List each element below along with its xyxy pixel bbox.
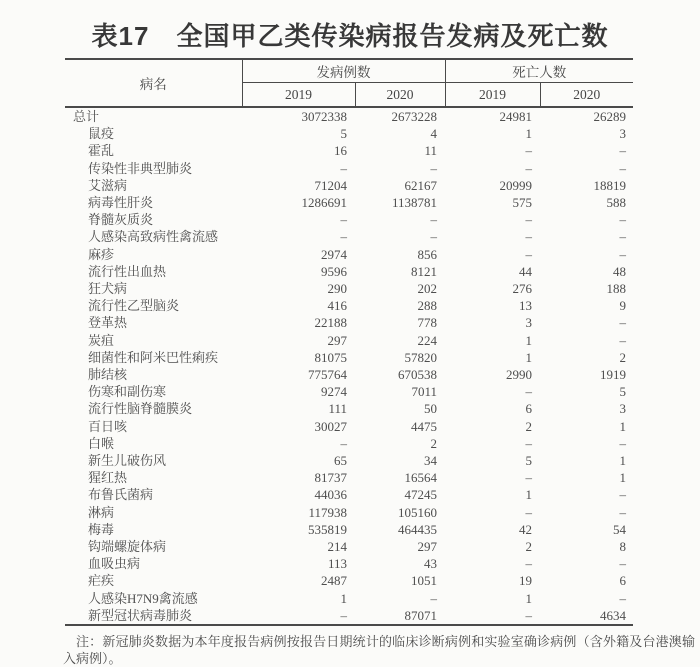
cell-value: 44036 <box>314 487 347 503</box>
table-row <box>65 572 633 589</box>
disease-table-body <box>65 107 633 625</box>
disease-table <box>65 58 633 626</box>
cell-disease-name: 百日咳 <box>88 418 128 434</box>
cell-value: 16 <box>334 143 347 159</box>
table-row <box>65 469 633 486</box>
column-header-year-cases-2019: 2019 <box>242 83 355 108</box>
cell-value: 5 <box>619 384 626 400</box>
header-group-row <box>65 59 633 83</box>
cell-value: – <box>525 246 532 262</box>
cell-value: 4475 <box>411 418 437 434</box>
cell-value: – <box>619 212 626 228</box>
cell-value: 65 <box>334 453 347 469</box>
table-row <box>65 555 633 572</box>
table-row <box>65 400 633 417</box>
cell-value: 8 <box>619 539 626 555</box>
cell-value: 1 <box>525 126 532 142</box>
cell-value: 214 <box>327 539 347 555</box>
table-row <box>65 521 633 538</box>
cell-value: 22188 <box>314 315 347 331</box>
cell-value: – <box>525 143 532 159</box>
cell-value: 3 <box>525 315 532 331</box>
cell-disease-name: 登革热 <box>88 315 128 331</box>
cell-disease-name: 肺结核 <box>88 367 128 383</box>
cell-value: – <box>619 229 626 245</box>
cell-value: 856 <box>417 246 437 262</box>
cell-value: – <box>525 435 532 451</box>
cell-value: 1 <box>619 418 626 434</box>
cell-value: 2974 <box>321 246 347 262</box>
table-row <box>65 607 633 625</box>
cell-value: 290 <box>327 281 347 297</box>
cell-value: 34 <box>424 453 437 469</box>
cell-value: 1286691 <box>301 195 347 211</box>
column-header-cases-group: 发病例数 <box>242 59 445 83</box>
cell-value: – <box>525 607 532 623</box>
table-row <box>65 194 633 211</box>
cell-value: 20999 <box>499 177 532 193</box>
cell-value: 8121 <box>411 263 437 279</box>
cell-value: 1 <box>525 590 532 606</box>
cell-disease-name: 新型冠状病毒肺炎 <box>88 607 193 623</box>
cell-value: 202 <box>417 281 437 297</box>
cell-value: 588 <box>606 195 626 211</box>
cell-value: 1 <box>525 332 532 348</box>
cell-value: 2487 <box>321 573 347 589</box>
table-row <box>65 435 633 452</box>
footnote: 注：新冠肺炎数据为本年度报告病例按报告日期统计的临床诊断病例和实验室确诊病例（含外籍及台港澳输入病例）。 <box>63 634 695 666</box>
cell-value: 18819 <box>593 177 626 193</box>
cell-value: 71204 <box>314 177 347 193</box>
cell-value: 81737 <box>314 470 347 486</box>
cell-value: 87071 <box>404 607 437 623</box>
cell-value: – <box>619 504 626 520</box>
cell-value: 11 <box>424 143 437 159</box>
table-row <box>65 263 633 280</box>
cell-disease-name: 流行性乙型脑炎 <box>88 298 180 314</box>
cell-value: 1 <box>619 453 626 469</box>
cell-value: – <box>619 246 626 262</box>
cell-value: – <box>340 212 347 228</box>
cell-disease-name: 炭疽 <box>88 332 115 348</box>
cell-value: 44 <box>519 263 532 279</box>
cell-value: – <box>619 315 626 331</box>
cell-value: – <box>619 556 626 572</box>
cell-value: – <box>619 435 626 451</box>
cell-value: 6 <box>525 401 532 417</box>
cell-value: 288 <box>417 298 437 314</box>
table-row <box>65 228 633 245</box>
cell-disease-name: 血吸虫病 <box>88 556 141 572</box>
cell-value: 2673228 <box>391 109 437 124</box>
table-row <box>65 383 633 400</box>
cell-value: 3072338 <box>301 109 347 124</box>
cell-value: 575 <box>512 195 532 211</box>
cell-value: 2990 <box>506 367 532 383</box>
table-row <box>65 211 633 228</box>
table-row <box>65 452 633 469</box>
cell-value: 9596 <box>321 263 347 279</box>
cell-value: 16564 <box>404 470 437 486</box>
table-row <box>65 125 633 142</box>
cell-value: 188 <box>606 281 626 297</box>
cell-value: 1 <box>619 470 626 486</box>
cell-value: 1 <box>525 487 532 503</box>
cell-value: – <box>619 332 626 348</box>
cell-value: – <box>525 470 532 486</box>
cell-value: 19 <box>519 573 532 589</box>
cell-value: – <box>430 160 437 176</box>
cell-value: 3 <box>619 126 626 142</box>
cell-value: 24981 <box>499 109 532 124</box>
cell-disease-name: 狂犬病 <box>88 281 128 297</box>
cell-value: 30027 <box>314 418 347 434</box>
cell-disease-name: 猩红热 <box>88 470 128 486</box>
cell-value: 535819 <box>308 521 347 537</box>
cell-value: 81075 <box>314 349 347 365</box>
table-row <box>65 590 633 607</box>
cell-value: – <box>430 229 437 245</box>
cell-disease-name: 白喉 <box>88 435 115 451</box>
cell-value: – <box>619 590 626 606</box>
cell-value: 416 <box>327 298 347 314</box>
table-row <box>65 314 633 331</box>
cell-value: – <box>430 212 437 228</box>
table-row <box>65 160 633 177</box>
cell-value: 1051 <box>411 573 437 589</box>
cell-value: 13 <box>519 298 532 314</box>
cell-disease-name: 细菌性和阿米巴性痢疾 <box>88 349 219 365</box>
cell-value: 5 <box>340 126 347 142</box>
table-row <box>65 297 633 314</box>
cell-disease-name: 淋病 <box>88 504 115 520</box>
cell-value: 2 <box>430 435 437 451</box>
cell-value: 2 <box>525 418 532 434</box>
cell-disease-name: 钩端螺旋体病 <box>88 539 167 555</box>
cell-disease-name: 人感染高致病性禽流感 <box>88 229 219 245</box>
cell-value: 111 <box>328 401 347 417</box>
cell-value: – <box>340 607 347 623</box>
cell-value: – <box>619 160 626 176</box>
table-row <box>65 280 633 297</box>
cell-value: – <box>340 229 347 245</box>
cell-value: 54 <box>613 521 626 537</box>
cell-disease-name: 艾滋病 <box>88 177 128 193</box>
table-row <box>65 177 633 194</box>
table-header <box>65 59 633 107</box>
cell-value: 117938 <box>308 504 347 520</box>
cell-value: – <box>525 229 532 245</box>
cell-disease-name: 麻疹 <box>88 246 115 262</box>
table-row <box>65 538 633 555</box>
cell-value: 4634 <box>600 607 626 623</box>
column-header-deaths-group: 死亡人数 <box>445 59 633 83</box>
cell-value: 224 <box>417 332 437 348</box>
cell-disease-name: 传染性非典型肺炎 <box>88 160 193 176</box>
cell-disease-name: 脊髓灰质炎 <box>88 212 154 228</box>
cell-value: 50 <box>424 401 437 417</box>
cell-value: 1 <box>525 349 532 365</box>
table-row <box>65 504 633 521</box>
cell-value: 62167 <box>404 177 437 193</box>
table-row <box>65 332 633 349</box>
cell-value: 5 <box>525 453 532 469</box>
cell-value: 464435 <box>398 521 437 537</box>
cell-disease-name: 流行性出血热 <box>88 263 167 279</box>
cell-value: 7011 <box>411 384 437 400</box>
column-header-year-cases-2020: 2020 <box>355 83 445 108</box>
cell-disease-name: 流行性脑脊髓膜炎 <box>88 401 193 417</box>
cell-value: 105160 <box>398 504 437 520</box>
cell-value: 43 <box>424 556 437 572</box>
cell-disease-name: 新生儿破伤风 <box>88 453 167 469</box>
table-row <box>65 366 633 383</box>
cell-value: 26289 <box>593 109 626 124</box>
cell-value: 2 <box>619 349 626 365</box>
table-row <box>65 142 633 159</box>
table-row <box>65 418 633 435</box>
cell-value: 4 <box>430 126 437 142</box>
table-row <box>65 107 633 125</box>
page-title: 表17 全国甲乙类传染病报告发病及死亡数 <box>91 21 609 51</box>
cell-value: – <box>525 160 532 176</box>
cell-value: – <box>525 212 532 228</box>
cell-disease-name: 伤寒和副伤寒 <box>88 384 167 400</box>
cell-value: 42 <box>519 521 532 537</box>
cell-value: – <box>430 590 437 606</box>
column-header-year-deaths-2020: 2020 <box>540 83 633 108</box>
cell-value: 276 <box>512 281 532 297</box>
cell-disease-name: 总计 <box>73 109 100 124</box>
cell-value: – <box>340 160 347 176</box>
cell-value: 6 <box>619 573 626 589</box>
column-header-year-deaths-2019: 2019 <box>445 83 540 108</box>
cell-value: 57820 <box>404 349 437 365</box>
cell-value: 297 <box>417 539 437 555</box>
cell-value: 297 <box>327 332 347 348</box>
cell-value: 775764 <box>308 367 347 383</box>
cell-disease-name: 梅毒 <box>88 521 115 537</box>
cell-value: 778 <box>417 315 437 331</box>
cell-value: – <box>619 143 626 159</box>
cell-value: 48 <box>613 263 626 279</box>
cell-value: 1919 <box>600 367 626 383</box>
cell-value: – <box>525 556 532 572</box>
cell-value: 3 <box>619 401 626 417</box>
cell-value: 1138781 <box>391 195 437 211</box>
cell-disease-name: 霍乱 <box>88 143 115 159</box>
cell-value: 9274 <box>321 384 347 400</box>
cell-value: 670538 <box>398 367 437 383</box>
cell-value: 113 <box>327 556 347 572</box>
cell-value: – <box>525 504 532 520</box>
table-row <box>65 246 633 263</box>
cell-disease-name: 鼠疫 <box>88 126 115 142</box>
cell-disease-name: 疟疾 <box>88 573 115 589</box>
cell-value: 2 <box>525 539 532 555</box>
cell-disease-name: 人感染H7N9禽流感 <box>88 590 198 606</box>
table-row <box>65 349 633 366</box>
column-header-disease: 病名 <box>65 59 242 107</box>
cell-value: – <box>340 435 347 451</box>
cell-value: 9 <box>619 298 626 314</box>
cell-value: 47245 <box>404 487 437 503</box>
cell-value: – <box>525 384 532 400</box>
cell-disease-name: 布鲁氏菌病 <box>88 487 154 503</box>
cell-value: – <box>619 487 626 503</box>
cell-disease-name: 病毒性肝炎 <box>88 195 154 211</box>
cell-value: 1 <box>340 590 347 606</box>
table-row <box>65 486 633 503</box>
